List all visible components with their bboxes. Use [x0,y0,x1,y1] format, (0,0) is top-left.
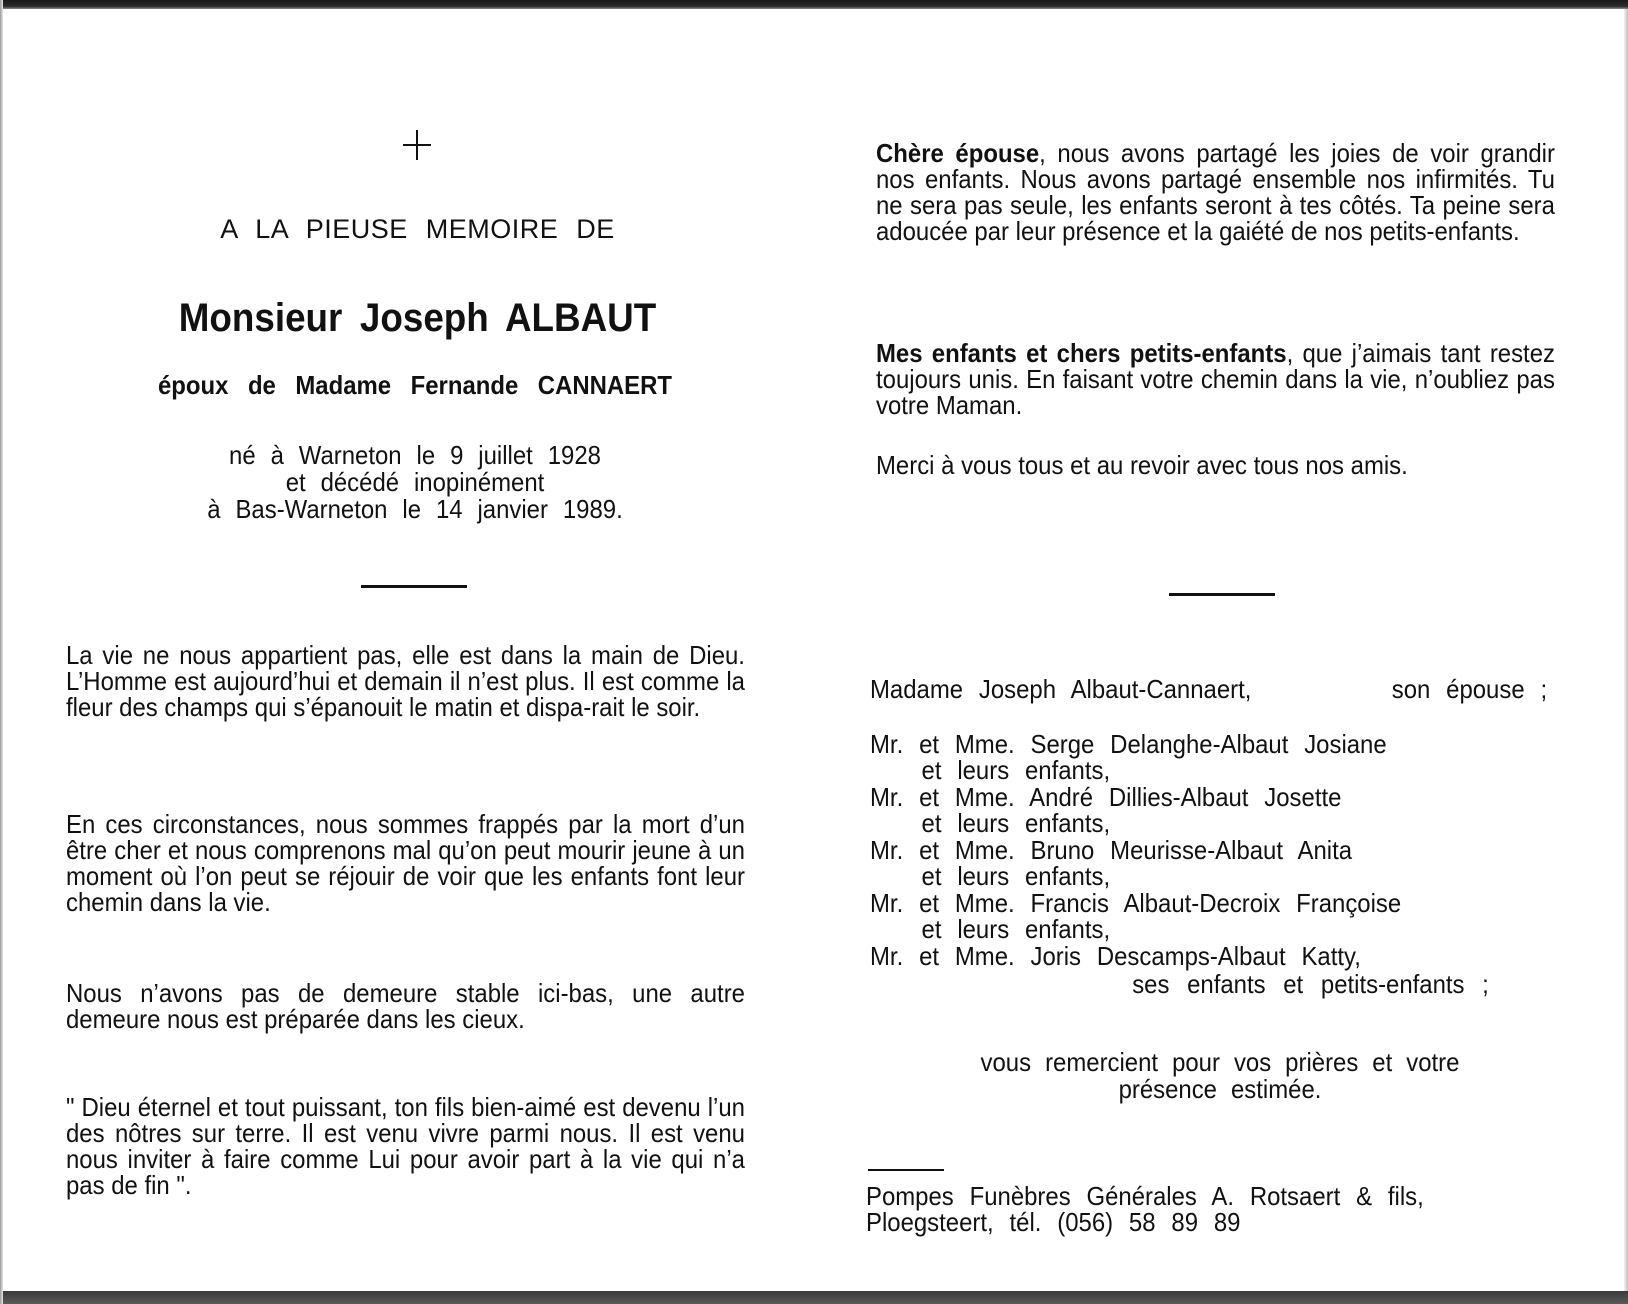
family-couple-children: et leurs enfants, [921,914,1111,944]
paragraph-text: , que j’aimais tant restez toujours unis. En faisant votre chemin dans la vie, n’oubliez pas votre Maman. [876,338,1555,420]
family-couple-children: et leurs enfants, [921,861,1111,891]
death-line: et décédé inopinément [285,467,545,497]
spouse-name: Madame Joseph Albaut-Cannaert, [870,674,1252,704]
spouse-line: époux de Madame Fernande CANNAERT [157,370,673,400]
family-closing: ses enfants et petits-enfants ; [1132,969,1489,999]
family-couple: Mr. et Mme. Serge Delanghe-Albaut Josiane [870,729,1387,759]
family-couple-children: et leurs enfants, [921,755,1111,785]
bold-lead: Chère épouse [876,138,1040,168]
bold-lead: Mes enfants et chers petits-enfants [876,338,1287,368]
spouse-relation: son épouse ; [1391,674,1548,704]
dates-block [171,442,659,523]
paragraph-chere-epouse [876,140,1555,244]
thanks-line: vous remercient pour vos prières et votre [980,1047,1460,1077]
family-couple: Mr. et Mme. Bruno Meurisse-Albaut Anita [870,835,1353,865]
death-place-line: à Bas-Warneton le 14 janvier 1989. [207,494,623,524]
birth-line: né à Warneton le 9 juillet 1928 [229,440,601,470]
thanks-block [907,1049,1533,1103]
thanks-line: présence estimée. [1118,1074,1322,1104]
paragraph-vie: La vie ne nous appartient pas, elle est dans la main de Dieu. L’Homme est aujourd’hui et demain il n’est plus. Il est comme la fleur des champs qui s’épanouit le matin et dispa-rait le soir. [66,640,745,722]
family-couple: Mr. et Mme. André Dillies-Albaut Josette [870,782,1342,812]
separator-rule [361,585,467,588]
cross-icon [400,128,434,162]
family-spouse [870,674,1547,705]
family-couple-children: et leurs enfants, [921,808,1111,838]
paragraph-prayer-quote: " Dieu éternel et tout puissant, ton fils bien-aimé est devenu l’un des nôtres sur terre. Il est venu vivre parmi nous. Il est venu nous inviter à faire comme Lui pour avoir part à la vie qui n’a pas de fin ". [66,1092,745,1200]
funeral-home-contact: Ploegsteert, tél. (056) 58 89 89 [866,1207,1241,1237]
deceased-name: Monsieur Joseph ALBAUT [178,296,657,340]
scan-left-edge [0,0,3,1304]
footer-rule [868,1169,944,1171]
family-couple: Mr. et Mme. Joris Descamps-Albaut Katty, [870,941,1361,971]
family-couple: Mr. et Mme. Francis Albaut-Decroix Françoise [870,888,1402,918]
paragraph-text: , nous avons partagé les joies de voir grandir nos enfants. Nous avons partagé ensemble nos infirmités. Tu ne sera pas seule, les enfants seront à tes côtés. Ta peine sera adoucée par leur présence et la gaiété de nos petits-enfants. [876,138,1555,246]
funeral-home-name: Pompes Funèbres Générales A. Rotsaert & fils, [866,1181,1424,1211]
paragraph-circonstances: En ces circonstances, nous sommes frappés par la mort d’un être cher et nous comprenons mal qu’on peut mourir jeune à un moment où l’on peut se réjouir de voir que les enfants font leur chemin dans la vie. [66,809,745,917]
funeral-home-footer [866,1183,1547,1235]
scan-bottom-edge [0,1291,1628,1304]
paragraph-enfants [876,340,1555,418]
scan-right-edge [1624,9,1628,1291]
family-list [870,674,1548,999]
memoire-heading: A LA PIEUSE MEMOIRE DE [220,214,615,244]
scan-top-edge [0,0,1628,9]
paragraph-text: Merci à vous tous et au revoir avec tous nos amis. [876,450,1408,480]
separator-rule [1169,593,1275,596]
paragraph-merci [876,452,1555,478]
paragraph-demeure: Nous n’avons pas de demeure stable ici-bas, une autre demeure nous est préparée dans les cieux. [66,978,745,1034]
